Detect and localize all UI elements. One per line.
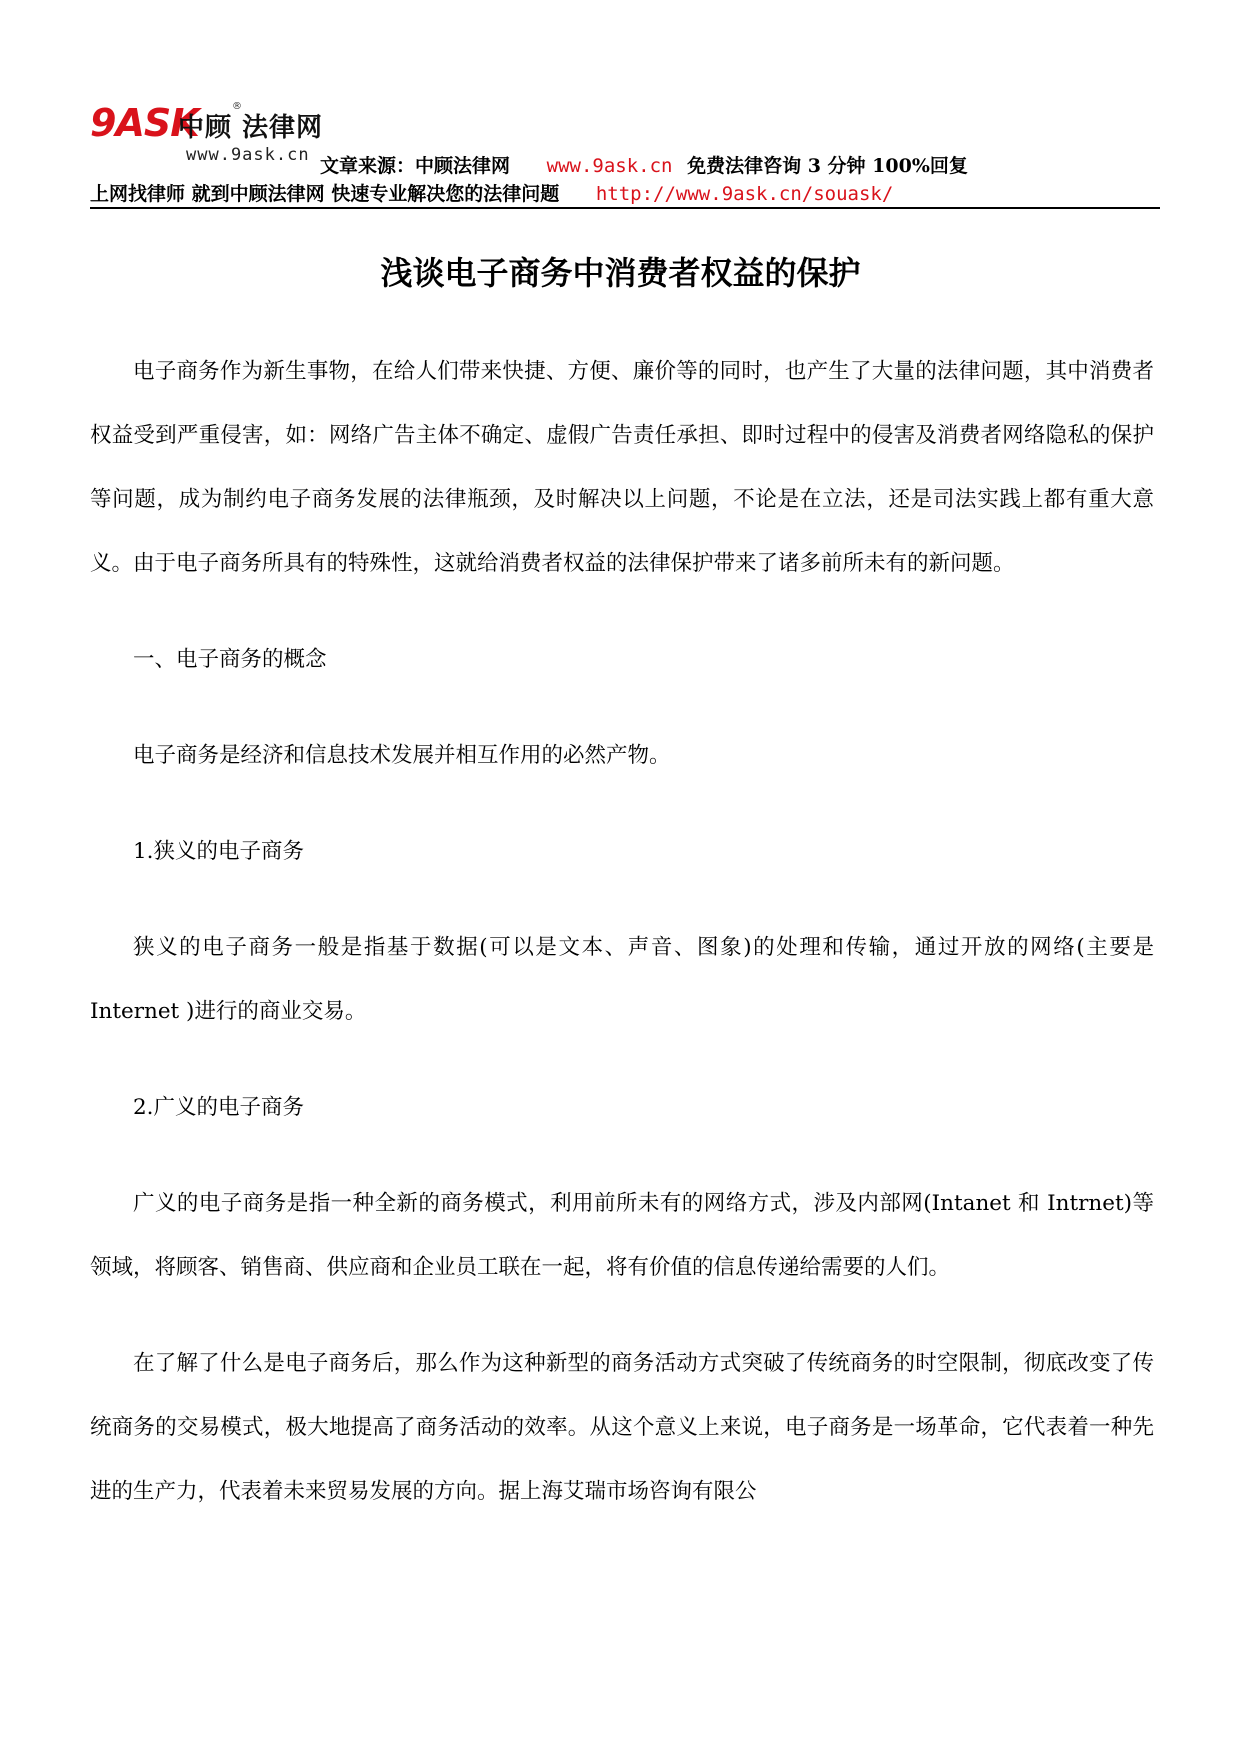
logo-mark: 9ASK [90,101,199,145]
registered-icon: ® [232,101,242,112]
paragraph: 在了解了什么是电子商务后，那么作为这种新型的商务活动方式突破了传统商务的时空限制，彻底改变了传统商务的交易模式，极大地提高了商务活动的效率。从这个意义上来说，电子商务是一场革命，它代表着一种先进的生产力，代表着未来贸易发展的方向。据上海艾瑞市场咨询有限公 [90,1351,1154,1504]
slogan-text: 上网找律师 就到中顾法律网 快速专业解决您的法律问题 [90,183,560,205]
paragraph: 电子商务是经济和信息技术发展并相互作用的必然产物。 [133,743,671,768]
source-label: 文章来源：中顾法律网 [320,155,511,177]
logo-name: 中顾 法律网 [178,113,324,143]
slogan-line [90,179,893,206]
logo-url: www.9ask.cn [186,145,310,165]
document-title: 浅谈电子商务中消费者权益的保护 [380,254,861,292]
promo-text: 免费法律咨询 3 分钟 100%回复 [687,155,968,177]
source-line [320,151,968,178]
document-header [90,95,1160,209]
paragraph: 电子商务作为新生事物，在给人们带来快捷、方便、廉价等的同时，也产生了大量的法律问题，其中消费者权益受到严重侵害，如：网络广告主体不确定、虚假广告责任承担、即时过程中的侵害及消费者网络隐私的保护等问题，成为制约电子商务发展的法律瓶颈，及时解决以上问题，不论是在立法，还是司法实践上都有重大意义。由于电子商务所具有的特殊性，这就给消费者权益的法律保护带来了诸多前所未有的新问题。 [90,359,1154,576]
site-logo[interactable] [90,101,330,171]
site-url-link[interactable]: www.9ask.cn [546,155,673,177]
section-heading: 一、电子商务的概念 [133,647,327,672]
document-body [90,340,1154,1524]
souask-link[interactable]: http://www.9ask.cn/souask/ [595,183,894,205]
subsection-heading: 1.狭义的电子商务 [133,839,305,864]
paragraph: 广义的电子商务是指一种全新的商务模式，利用前所未有的网络方式，涉及内部网(Intanet 和 Intrnet)等领域，将顾客、销售商、供应商和企业员工联在一起，将有价值的信息传递给需要的人们。 [90,1191,1154,1280]
paragraph: 狭义的电子商务一般是指基于数据(可以是文本、声音、图象)的处理和传输，通过开放的网络(主要是 Internet )进行的商业交易。 [90,935,1154,1024]
subsection-heading: 2.广义的电子商务 [133,1095,305,1120]
